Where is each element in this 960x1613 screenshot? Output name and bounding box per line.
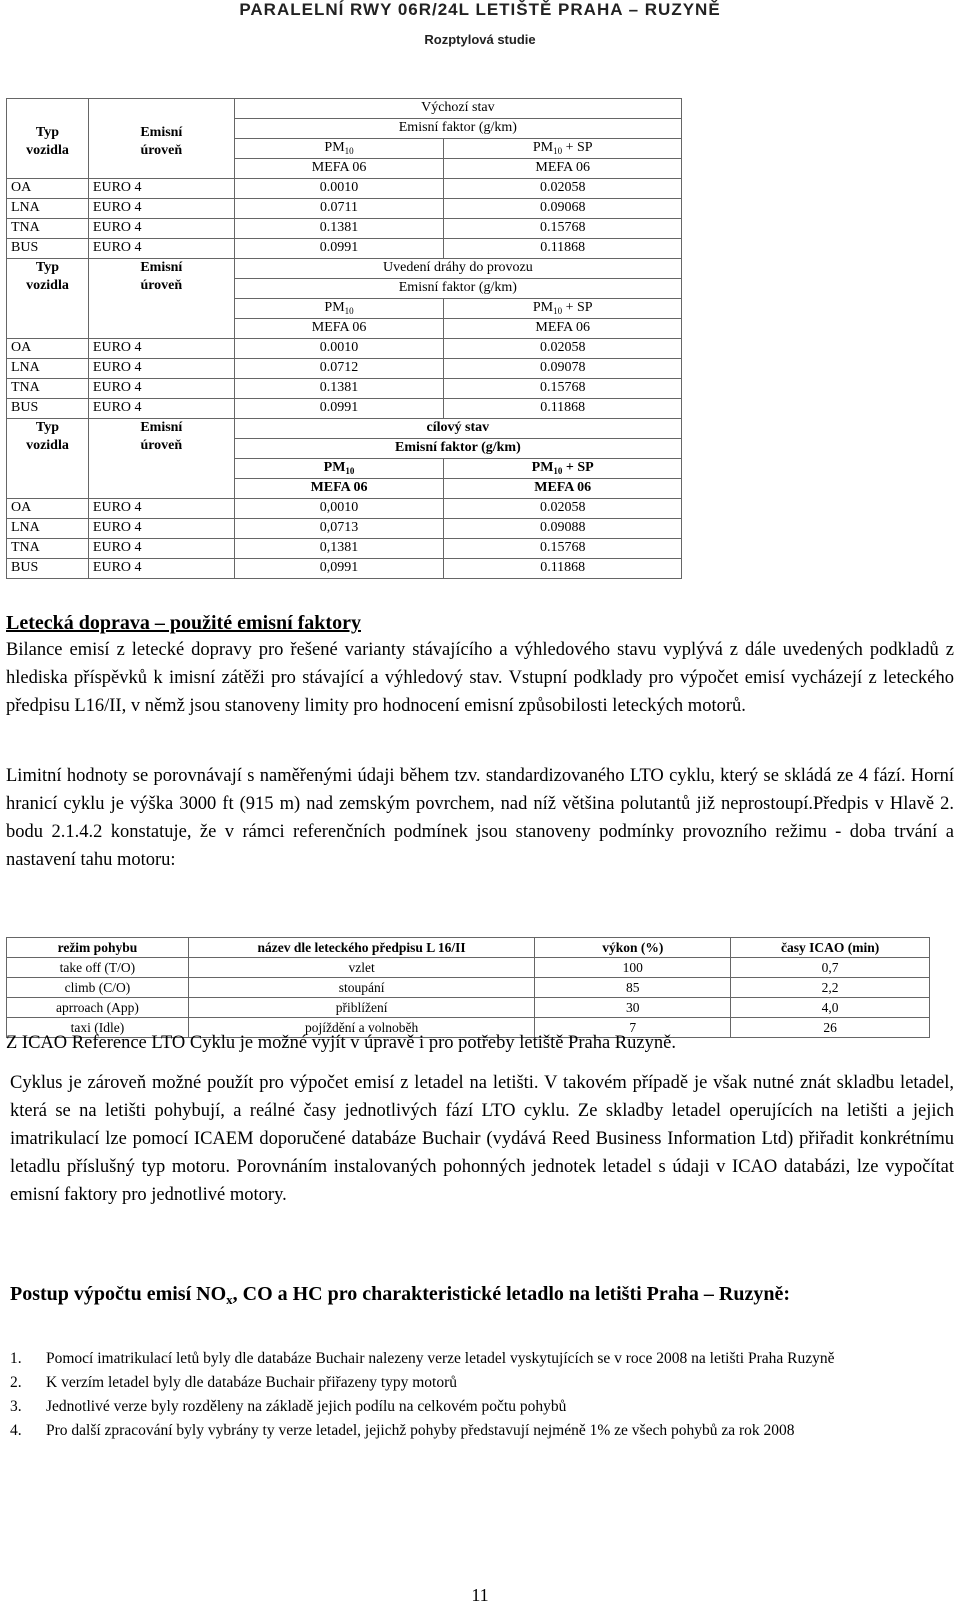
- cell-pm10: 0.0991: [234, 239, 444, 259]
- list-item: [10, 1420, 954, 1442]
- cell-pm10-sp: 0.15768: [444, 539, 682, 559]
- cell-uroven: EURO 4: [88, 239, 234, 259]
- table-row: [7, 199, 682, 219]
- lto-cell: 85: [535, 978, 731, 998]
- section-title-row: [7, 99, 682, 119]
- col-header-pm10-sp: $PM_{10}$ + SP: [444, 459, 682, 479]
- lto-cell: take off (T/O): [7, 958, 189, 978]
- table-row: [7, 998, 930, 1018]
- lto-cell: 30: [535, 998, 731, 1018]
- lto-header-cell: název dle leteckého předpisu L 16/II: [188, 938, 535, 958]
- cell-pm10-sp: 0.15768: [444, 219, 682, 239]
- cell-uroven: EURO 4: [88, 379, 234, 399]
- lto-cell: 4,0: [731, 998, 930, 1018]
- section-title: Výchozí stav: [234, 99, 681, 119]
- cell-pm10-sp: 0.02058: [444, 499, 682, 519]
- cell-pm10: 0,1381: [234, 539, 444, 559]
- lto-cycle-table: [6, 937, 930, 1038]
- paragraph-limitni: Limitní hodnoty se porovnávají s naměřenými údaji během tzv. standardizovaného LTO cyklu, který se skládá ze 4 fází. Horní hranicí cyklu je výška 3000 ft (915 m) nad zemským povrchem, nad níž většina polutantů již neprostoupí.Předpis v Hlavě 2. bodu 2.1.4.2 konstatuje, že v rámci referenčních podmínek jsou stanoveny podmínky provozního režimu - doba trvání a nastavení tahu motoru:: [6, 766, 954, 870]
- cell-pm10: 0.0712: [234, 359, 444, 379]
- lto-header-row: [7, 938, 930, 958]
- cell-uroven: EURO 4: [88, 559, 234, 579]
- table-row: [7, 539, 682, 559]
- cell-uroven: EURO 4: [88, 499, 234, 519]
- cell-pm10: 0.0010: [234, 339, 444, 359]
- section-title-row: [7, 419, 682, 439]
- col-header-uroven: Emisní úroveň: [88, 419, 234, 499]
- cell-uroven: EURO 4: [88, 359, 234, 379]
- cell-pm10-sp: 0.15768: [444, 379, 682, 399]
- col-header-pm10-sp: $PM_{10}$ + SP: [444, 139, 682, 159]
- lto-cell: 7: [535, 1018, 731, 1038]
- table-row: [7, 219, 682, 239]
- col-header-uroven: Emisní úroveň: [88, 99, 234, 179]
- table-row: [7, 499, 682, 519]
- cell-uroven: EURO 4: [88, 339, 234, 359]
- table-row: [7, 399, 682, 419]
- lto-cell: 100: [535, 958, 731, 978]
- lto-cell: climb (C/O): [7, 978, 189, 998]
- emission-factors-table: [6, 98, 682, 579]
- col-header-pm10: $PM_{10}$: [234, 299, 444, 319]
- page-header-title: PARALELNÍ RWY 06R/24L LETIŠTĚ PRAHA – RUZYNĚ: [239, 0, 721, 19]
- cell-uroven: EURO 4: [88, 179, 234, 199]
- lto-cell: taxi (Idle): [7, 1018, 189, 1038]
- list-item-number: 4.: [10, 1422, 22, 1439]
- cell-uroven: EURO 4: [88, 519, 234, 539]
- cell-typ: OA: [7, 179, 89, 199]
- procedure-heading-part-a: Postup výpočtu emisí NO: [10, 1283, 227, 1305]
- table-row: [7, 239, 682, 259]
- list-item-text: K verzím letadel byly dle databáze Buchair přiřazeny typy motorů: [46, 1374, 458, 1391]
- lto-cell: přiblížení: [188, 998, 535, 1018]
- cell-pm10: 0,0010: [234, 499, 444, 519]
- cell-typ: TNA: [7, 379, 89, 399]
- cell-pm10: 0,0713: [234, 519, 444, 539]
- cell-typ: TNA: [7, 219, 89, 239]
- section-title: cílový stav: [234, 419, 681, 439]
- cell-pm10: 0.0991: [234, 399, 444, 419]
- table-row: [7, 978, 930, 998]
- col-header-mefa: MEFA 06: [444, 159, 682, 179]
- procedure-heading-part-b: , CO a HC pro charakteristické letadlo na letišti Praha – Ruzyně:: [232, 1283, 790, 1305]
- list-item: [10, 1396, 954, 1418]
- lto-cell: vzlet: [188, 958, 535, 978]
- list-item: [10, 1348, 954, 1370]
- col-header-uroven: Emisní úroveň: [88, 259, 234, 339]
- list-item-text: Jednotlivé verze byly rozděleny na základě jejich podílu na celkovém počtu pohybů: [46, 1398, 567, 1415]
- section-heading: Letecká doprava – použité emisní faktory: [6, 612, 361, 634]
- list-item: [10, 1372, 954, 1394]
- cell-pm10-sp: 0.02058: [444, 179, 682, 199]
- cell-pm10-sp: 0.09078: [444, 359, 682, 379]
- section-title: Uvedení dráhy do provozu: [234, 259, 681, 279]
- col-header-typ: Typ vozidla: [7, 419, 89, 499]
- lto-header-cell: výkon (%): [535, 938, 731, 958]
- procedure-steps-list: [10, 1348, 954, 1444]
- table-row: [7, 359, 682, 379]
- lto-header-cell: režim pohybu: [7, 938, 189, 958]
- col-header-pm10-sp: $PM_{10}$ + SP: [444, 299, 682, 319]
- list-item-number: 2.: [10, 1374, 22, 1391]
- lto-header-cell: časy ICAO (min): [731, 938, 930, 958]
- cell-typ: LNA: [7, 359, 89, 379]
- cell-uroven: EURO 4: [88, 539, 234, 559]
- col-header-pm10: $PM_{10}$: [234, 459, 444, 479]
- col-header-mefa: MEFA 06: [234, 479, 444, 499]
- list-item-number: 1.: [10, 1350, 22, 1367]
- col-header-mefa: MEFA 06: [444, 479, 682, 499]
- cell-typ: BUS: [7, 399, 89, 419]
- lto-cell: pojíždění a volnoběh: [188, 1018, 535, 1038]
- cell-pm10-sp: 0.02058: [444, 339, 682, 359]
- cell-uroven: EURO 4: [88, 219, 234, 239]
- col-header-faktor: Emisní faktor (g/km): [234, 279, 681, 299]
- paragraph-icao-reference: Z ICAO Reference LTO Cyklu je možné vyjít v úpravě i pro potřeby letiště Praha Ruzyně.: [6, 1033, 676, 1053]
- list-item-text: Pro další zpracování byly vybrány ty verze letadel, jejichž pohyby představují nejméně 1% ze všech pohybů za rok 2008: [46, 1422, 795, 1439]
- table-row: [7, 379, 682, 399]
- col-header-typ: Typ vozidla: [7, 259, 89, 339]
- table-row: [7, 519, 682, 539]
- list-item-text: Pomocí imatrikulací letů byly dle databáze Buchair nalezeny verze letadel vyskytujících se v roce 2008 na letišti Praha Ruzyně: [46, 1350, 835, 1367]
- cell-uroven: EURO 4: [88, 399, 234, 419]
- cell-pm10: 0.1381: [234, 219, 444, 239]
- cell-typ: BUS: [7, 239, 89, 259]
- cell-typ: OA: [7, 499, 89, 519]
- lto-cell: aprroach (App): [7, 998, 189, 1018]
- cell-uroven: EURO 4: [88, 199, 234, 219]
- cell-pm10: 0.0711: [234, 199, 444, 219]
- page-header-subtitle: Rozptylová studie: [424, 32, 536, 47]
- cell-typ: LNA: [7, 519, 89, 539]
- lto-cell: 0,7: [731, 958, 930, 978]
- col-header-pm10: $PM_{10}$: [234, 139, 444, 159]
- cell-typ: TNA: [7, 539, 89, 559]
- cell-pm10-sp: 0.11868: [444, 559, 682, 579]
- lto-cell: stoupání: [188, 978, 535, 998]
- col-header-mefa: MEFA 06: [234, 159, 444, 179]
- cell-typ: BUS: [7, 559, 89, 579]
- procedure-heading: [10, 1280, 954, 1310]
- cell-pm10: 0.1381: [234, 379, 444, 399]
- cell-pm10: 0,0991: [234, 559, 444, 579]
- paragraph-bilance: Bilance emisí z letecké dopravy pro řešené varianty stávajícího a výhledového stavu vyplývá z dále uvedených podkladů z hlediska příspěvků k imisní zátěži pro stávající a výhledový stav. Vstupní podklady pro výpočet emisí vycházejí z leteckého předpisu L16/II, v němž jsou stanoveny limity pro hodnocení emisní způsobilosti leteckých motorů.: [6, 640, 954, 716]
- col-header-typ: Typ vozidla: [7, 99, 89, 179]
- col-header-faktor: Emisní faktor (g/km): [234, 439, 681, 459]
- page-number: 11: [471, 1585, 489, 1605]
- lto-cell: 26: [731, 1018, 930, 1038]
- col-header-mefa: MEFA 06: [234, 319, 444, 339]
- lto-cell: 2,2: [731, 978, 930, 998]
- cell-pm10: 0.0010: [234, 179, 444, 199]
- cell-pm10-sp: 0.09088: [444, 519, 682, 539]
- cell-typ: OA: [7, 339, 89, 359]
- cell-typ: LNA: [7, 199, 89, 219]
- col-header-faktor: Emisní faktor (g/km): [234, 119, 681, 139]
- cell-pm10-sp: 0.11868: [444, 399, 682, 419]
- table-row: [7, 339, 682, 359]
- procedure-heading-subscript: x: [226, 1292, 233, 1307]
- table-row: [7, 179, 682, 199]
- table-row: [7, 559, 682, 579]
- cell-pm10-sp: 0.11868: [444, 239, 682, 259]
- list-item-number: 3.: [10, 1398, 22, 1415]
- table-row: [7, 958, 930, 978]
- cell-pm10-sp: 0.09068: [444, 199, 682, 219]
- section-title-row: [7, 259, 682, 279]
- col-header-mefa: MEFA 06: [444, 319, 682, 339]
- paragraph-cyklus: Cyklus je zároveň možné použít pro výpočet emisí z letadel na letišti. V takovém případě je však nutné znát skladbu letadel, která se na letišti pohybují, a reálné časy jednotlivých fází LTO cyklu. Ze skladby letadel operujících na letišti a jejich imatrikulací lze pomocí ICAEM doporučené databáze Buchair (vydává Reed Business Information Ltd) přiřadit konkrétnímu letadlu příslušný typ motoru. Porovnáním instalovaných pohonných jednotek letadel s údaji v ICAO databázi, lze vypočítat emisní faktory pro jednotlivé motory.: [10, 1073, 954, 1205]
